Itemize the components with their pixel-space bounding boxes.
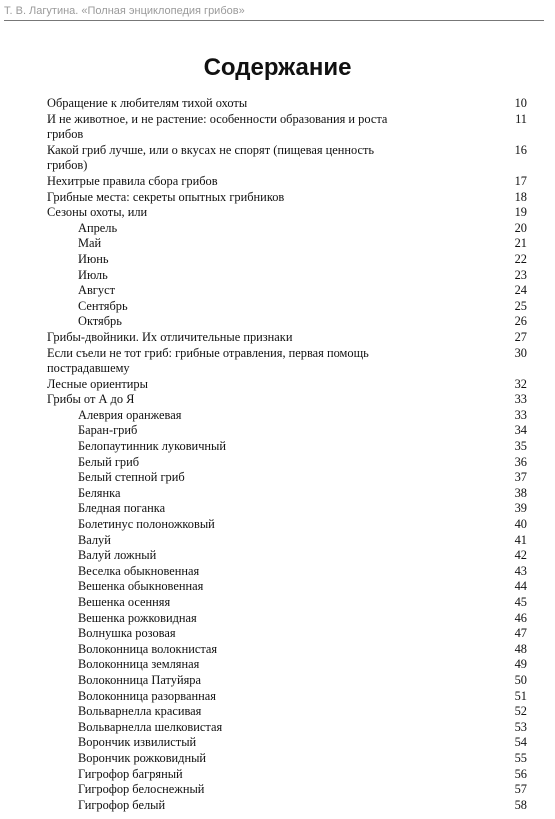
table-of-contents xyxy=(47,96,527,813)
toc-entry xyxy=(47,439,527,455)
toc-entry-title: Грибы от А до Я xyxy=(47,392,135,407)
toc-entry-title: Белопаутинник луковичный xyxy=(78,439,227,454)
toc-entry-page: 16 xyxy=(514,142,527,157)
toc-entry xyxy=(47,611,527,627)
toc-entry-page: 26 xyxy=(514,314,527,329)
toc-entry xyxy=(47,314,527,330)
toc-entry-title: Вешенка рожковидная xyxy=(78,610,197,625)
toc-entry-page: 52 xyxy=(514,704,527,719)
toc-entry-title: Обращение к любителям тихой охоты xyxy=(47,96,248,110)
toc-entry xyxy=(47,470,527,486)
toc-entry-title: Валуй xyxy=(78,532,111,547)
page-header xyxy=(4,2,544,21)
toc-entry xyxy=(47,330,527,346)
toc-entry-title: Баран-гриб xyxy=(78,423,138,438)
toc-entry xyxy=(47,190,527,206)
toc-entry-title: Бледная поганка xyxy=(78,501,166,516)
toc-entry xyxy=(47,626,527,642)
toc-entry xyxy=(47,96,527,112)
toc-entry-title: Апрель xyxy=(78,220,118,235)
toc-entry-page: 17 xyxy=(514,173,527,188)
toc-entry-page: 10 xyxy=(514,96,527,110)
toc-entry-page: 32 xyxy=(514,376,527,391)
toc-entry xyxy=(47,720,527,736)
toc-entry-page: 42 xyxy=(514,548,527,563)
toc-entry-title: Волоконница волокнистая xyxy=(78,641,218,656)
toc-entry-title: Нехитрые правила сбора грибов xyxy=(47,173,218,188)
toc-entry-title: Вешенка осенняя xyxy=(78,595,171,609)
toc-entry xyxy=(47,283,527,299)
toc-entry-page: 51 xyxy=(514,688,527,703)
toc-entry xyxy=(47,486,527,502)
toc-entry xyxy=(47,221,527,237)
toc-entry-page: 34 xyxy=(514,423,527,438)
toc-entry-page: 39 xyxy=(514,501,527,516)
toc-entry-page: 45 xyxy=(514,595,527,609)
toc-entry-title: Какой гриб лучше, или о вкусах не спорят (пищевая ценность грибов) xyxy=(47,142,375,173)
toc-entry-page: 27 xyxy=(514,329,527,344)
toc-entry xyxy=(47,268,527,284)
toc-entry xyxy=(47,174,527,190)
toc-entry-page: 48 xyxy=(514,641,527,656)
toc-entry-title: Гигрофор белый xyxy=(78,797,166,812)
toc-entry-title: Волнушка розовая xyxy=(78,626,176,641)
toc-entry-title: И не животное, и не растение: особенности образования и роста грибов xyxy=(47,111,388,142)
toc-entry xyxy=(47,642,527,658)
toc-entry-title: Гигрофор белоснежный xyxy=(78,782,205,797)
toc-entry-page: 18 xyxy=(514,189,527,204)
toc-entry-page: 30 xyxy=(514,345,527,360)
toc-entry xyxy=(47,392,527,408)
toc-entry-page: 41 xyxy=(514,532,527,547)
toc-entry-title: Сезоны охоты, или xyxy=(47,205,148,220)
toc-entry-page: 23 xyxy=(514,267,527,282)
toc-entry-page: 50 xyxy=(514,672,527,687)
toc-entry-title: Волоконница разорванная xyxy=(78,688,216,703)
toc-entry-page: 25 xyxy=(514,298,527,313)
toc-entry-title: Болетинус полоножковый xyxy=(78,517,215,532)
toc-entry-title: Вольварнелла шелковистая xyxy=(78,719,223,734)
toc-entry xyxy=(47,689,527,705)
toc-entry xyxy=(47,782,527,798)
toc-entry xyxy=(47,346,527,377)
toc-entry-title: Ворончик рожковидный xyxy=(78,750,207,765)
toc-entry-page: 21 xyxy=(514,236,527,251)
toc-entry xyxy=(47,735,527,751)
toc-entry-title: Белый степной гриб xyxy=(78,470,185,485)
toc-entry-title: Веселка обыкновенная xyxy=(78,563,200,578)
toc-entry-title: Июнь xyxy=(78,251,109,266)
toc-entry xyxy=(47,423,527,439)
toc-entry-page: 19 xyxy=(514,205,527,220)
toc-entry xyxy=(47,112,527,143)
toc-entry-title: Ворончик извилистый xyxy=(78,735,197,750)
toc-entry-title: Грибы-двойники. Их отличительные признаки xyxy=(47,329,293,344)
header-text: Т. В. Лагутина. «Полная энциклопедия грибов» xyxy=(4,5,245,17)
toc-entry xyxy=(47,517,527,533)
toc-entry-page: 11 xyxy=(515,111,527,126)
toc-entry-page: 56 xyxy=(514,766,527,781)
toc-entry-page: 58 xyxy=(514,797,527,812)
toc-entry-page: 37 xyxy=(514,470,527,485)
toc-entry xyxy=(47,704,527,720)
toc-entry-page: 43 xyxy=(514,563,527,578)
toc-entry-title: Август xyxy=(78,283,115,298)
toc-entry xyxy=(47,455,527,471)
toc-entry-page: 20 xyxy=(514,220,527,235)
toc-entry-title: Гигрофор багряный xyxy=(78,766,183,781)
toc-entry xyxy=(47,533,527,549)
toc-entry-title: Алеврия оранжевая xyxy=(78,407,182,422)
toc-entry xyxy=(47,673,527,689)
page-title: Содержание xyxy=(203,54,352,81)
toc-entry-title: Вольварнелла красивая xyxy=(78,704,202,719)
toc-entry-page: 53 xyxy=(514,719,527,734)
toc-entry-page: 44 xyxy=(514,579,527,594)
toc-entry xyxy=(47,751,527,767)
toc-entry xyxy=(47,548,527,564)
toc-entry xyxy=(47,205,527,221)
toc-entry-title: Июль xyxy=(78,267,108,282)
toc-entry-page: 55 xyxy=(514,750,527,765)
toc-entry-title: Вешенка обыкновенная xyxy=(78,579,204,594)
toc-entry-page: 40 xyxy=(514,517,527,532)
toc-entry xyxy=(47,579,527,595)
toc-entry-page: 54 xyxy=(514,735,527,750)
toc-entry xyxy=(47,236,527,252)
toc-entry xyxy=(47,299,527,315)
toc-entry xyxy=(47,252,527,268)
toc-entry-page: 22 xyxy=(514,251,527,266)
toc-entry-title: Грибные места: секреты опытных грибников xyxy=(47,189,285,204)
toc-entry xyxy=(47,798,527,814)
toc-entry-title: Волоконница земляная xyxy=(78,657,200,672)
toc-entry-page: 35 xyxy=(514,439,527,454)
toc-entry-title: Белянка xyxy=(78,485,121,500)
toc-entry-page: 33 xyxy=(514,392,527,407)
toc-entry-page: 36 xyxy=(514,454,527,469)
toc-entry xyxy=(47,501,527,517)
toc-entry-page: 46 xyxy=(514,610,527,625)
toc-entry-title: Валуй ложный xyxy=(78,548,157,563)
toc-entry-title: Сентябрь xyxy=(78,298,128,313)
toc-entry-page: 38 xyxy=(514,485,527,500)
toc-entry-title: Октябрь xyxy=(78,314,122,329)
toc-entry-title: Май xyxy=(78,236,102,251)
toc-entry-page: 24 xyxy=(514,283,527,298)
toc-entry-title: Волоконница Патуйяра xyxy=(78,672,201,687)
toc-entry-title: Лесные ориентиры xyxy=(47,376,148,391)
toc-entry-page: 57 xyxy=(514,782,527,797)
toc-entry xyxy=(47,408,527,424)
toc-entry-title: Если съели не тот гриб: грибные отравления, первая помощь пострадавшему xyxy=(47,345,369,376)
toc-entry xyxy=(47,564,527,580)
toc-entry-page: 49 xyxy=(514,657,527,672)
toc-entry xyxy=(47,595,527,611)
toc-entry xyxy=(47,767,527,783)
toc-entry xyxy=(47,143,527,174)
toc-entry-page: 47 xyxy=(514,626,527,641)
toc-entry-title: Белый гриб xyxy=(78,454,140,469)
toc-entry xyxy=(47,657,527,673)
toc-entry xyxy=(47,377,527,393)
toc-entry-page: 33 xyxy=(514,407,527,422)
